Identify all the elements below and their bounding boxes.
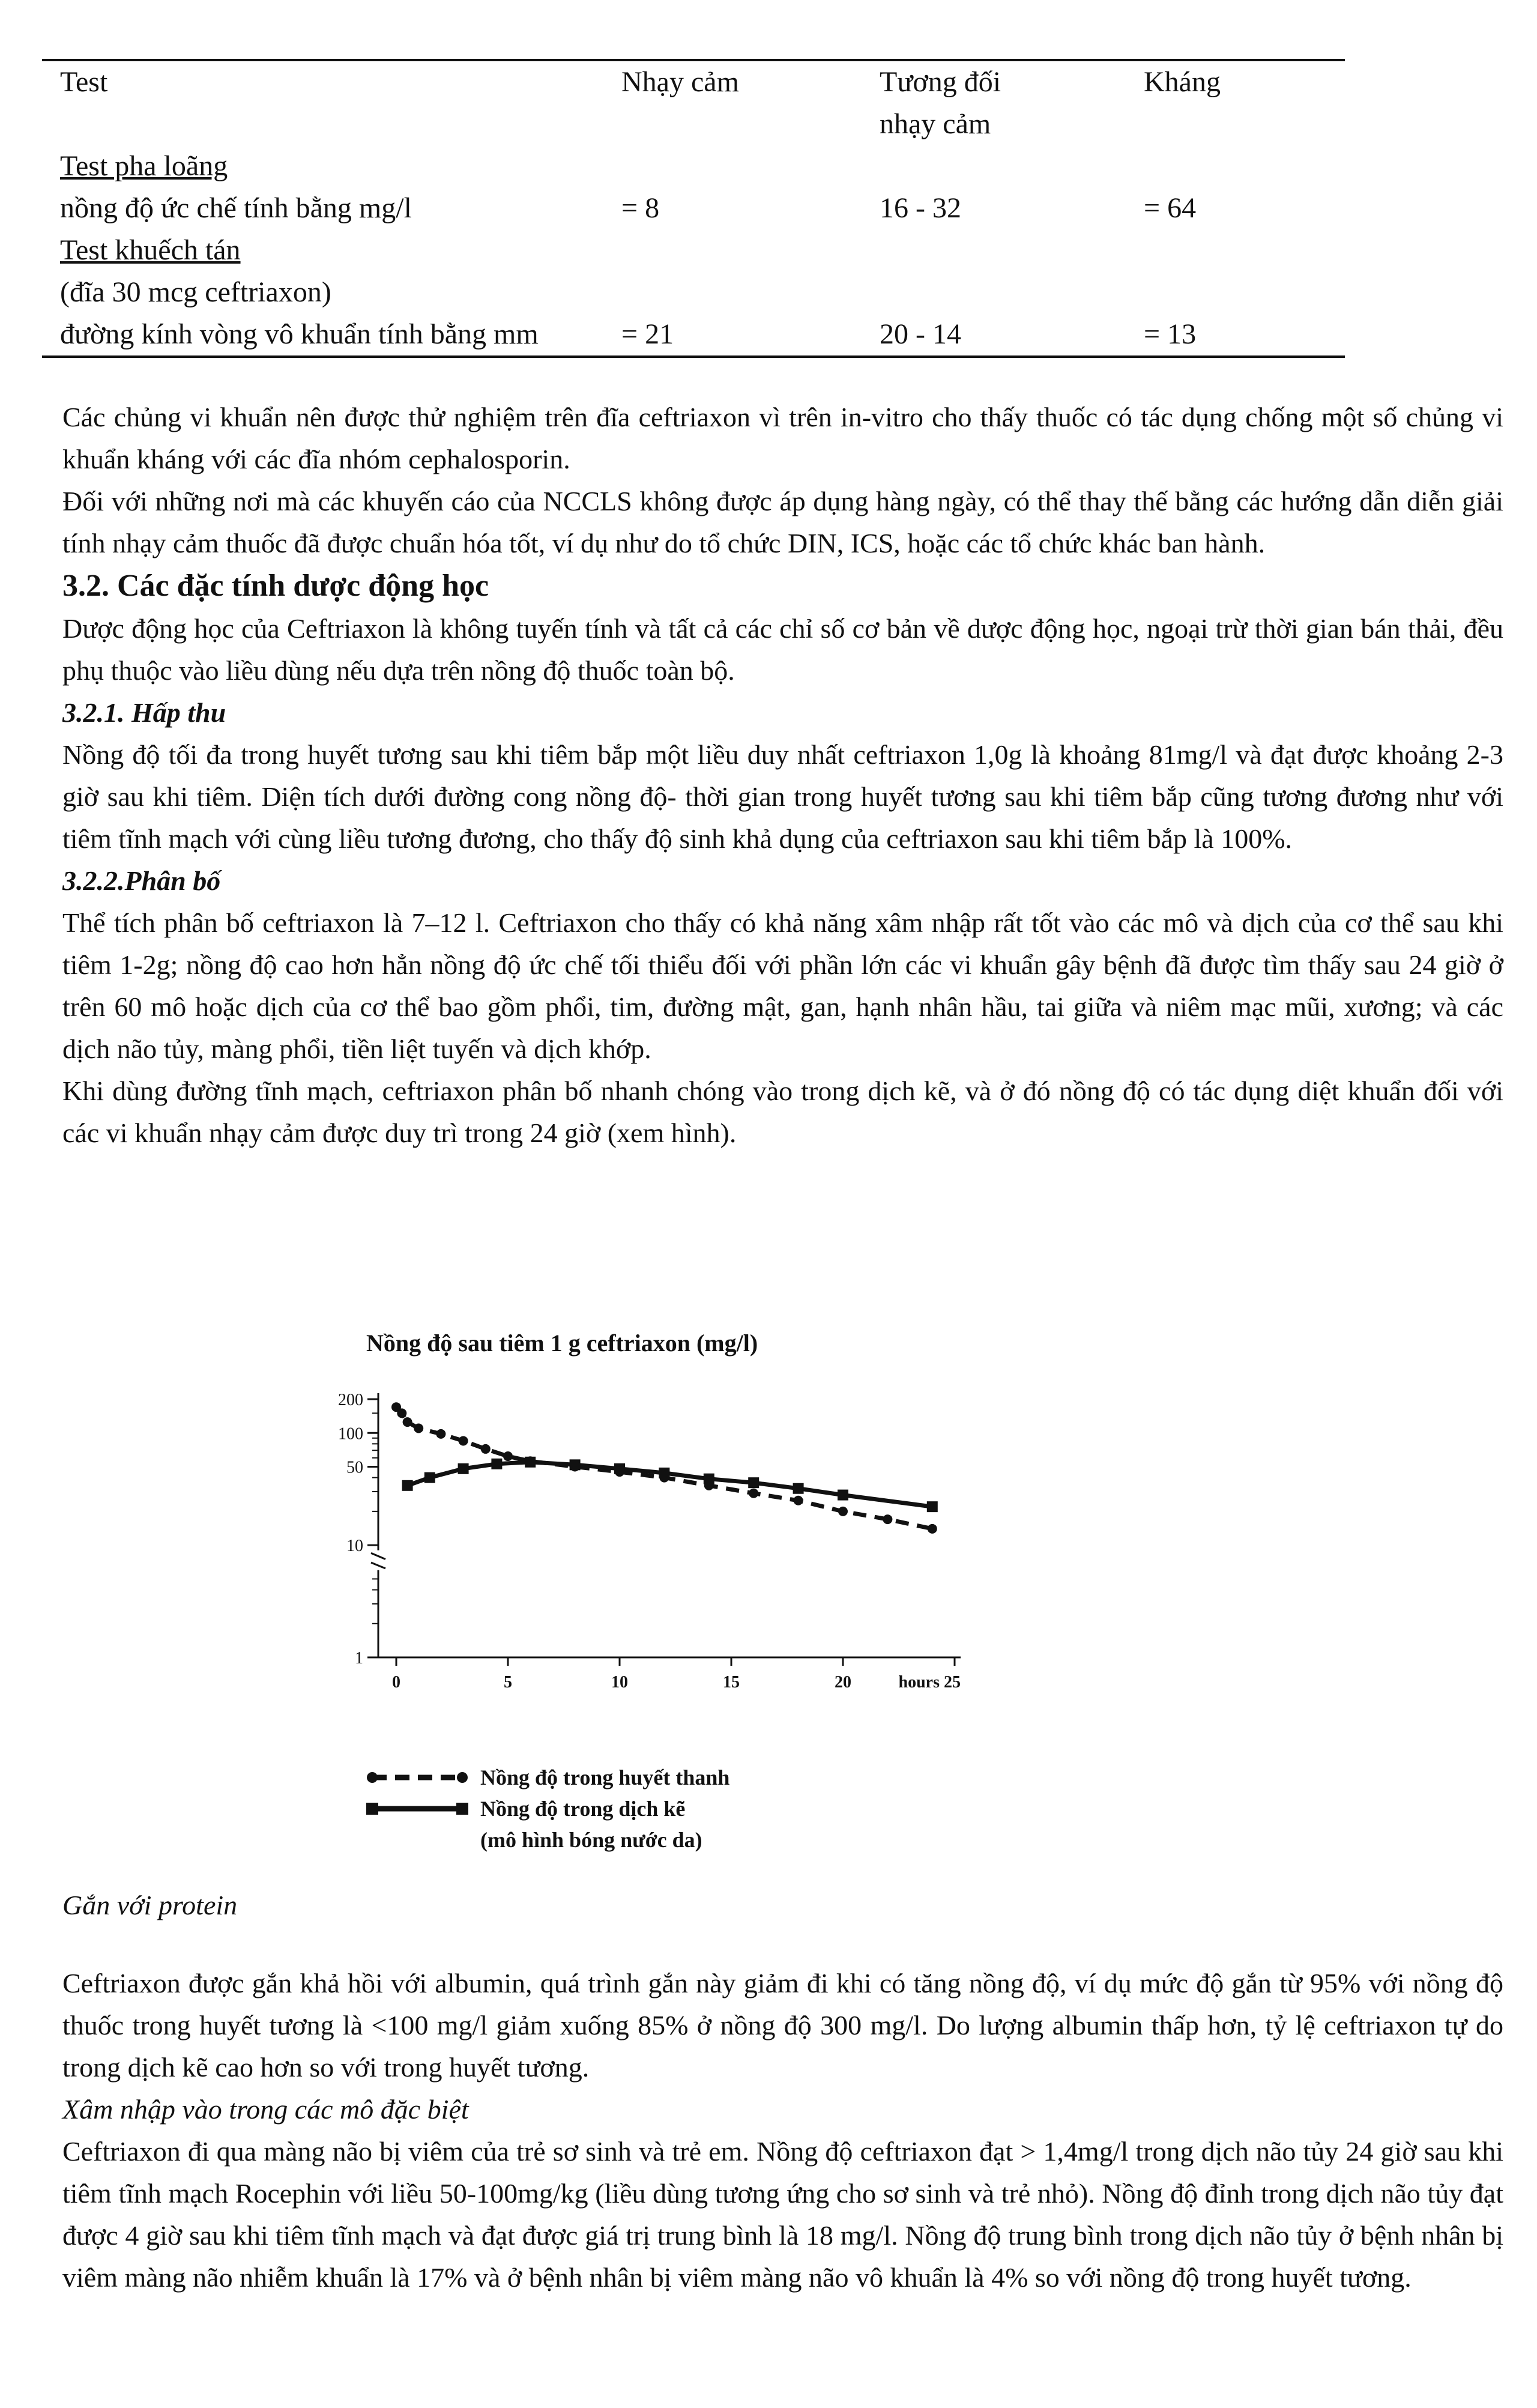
paragraph: Ceftriaxon được gắn khả hồi với albumin, quá trình gắn này giảm đi khi có tăng nồng độ, ví dụ mức độ gắn từ 95% với nồng độ thuốc trong huyết tương là <100 mg/l giảm xuống 85% ở nồng độ 300 mg/l. Do lượng albumin thấp hơn, tỷ lệ ceftriaxon tự do trong dịch kẽ cao hơn so với trong huyết tương. xyxy=(62,1968,1503,2083)
text-section-bottom xyxy=(62,1884,1503,2299)
cell-resistant: = 64 xyxy=(1144,192,1197,224)
table-row xyxy=(42,229,1345,271)
data-point xyxy=(436,1429,445,1439)
chart-svg xyxy=(336,1321,1033,1886)
paragraph: Nồng độ tối đa trong huyết tương sau khi tiêm bắp một liều duy nhất ceftriaxon 1,0g là khoảng 81mg/l và đạt được khoảng 2-3 giờ sau khi tiêm. Diện tích dưới đường cong nồng độ- thời gian trong huyết tương sau khi tiêm bắp cũng tương đương như với tiêm tĩnh mạch với cùng liều tương đương, cho thấy độ sinh khả dụng của ceftriaxon sau khi tiêm bắp là 100%. xyxy=(62,739,1503,854)
legend-label: (mô hình bóng nước da) xyxy=(480,1828,702,1852)
paragraph: Đối với những nơi mà các khuyến cáo của NCCLS không được áp dụng hàng ngày, có thể thay thế bằng các hướng dẫn diễn giải tính nhạy cảm thuốc đã được chuẩn hóa tốt, ví dụ như do tổ chức DIN, ICS, hoặc các tổ chức khác ban hành. xyxy=(62,486,1503,558)
data-point xyxy=(838,1507,848,1516)
data-point xyxy=(748,1477,759,1488)
data-point xyxy=(928,1524,937,1534)
header-resistant: Kháng xyxy=(1144,66,1221,98)
data-point xyxy=(794,1496,803,1505)
x-tick-label: 15 xyxy=(723,1673,740,1692)
chart-legend xyxy=(366,1765,729,1852)
series-line xyxy=(408,1462,932,1507)
data-point xyxy=(614,1463,625,1474)
x-tick-label: 0 xyxy=(392,1673,400,1692)
data-point xyxy=(749,1489,758,1498)
row-label: nồng độ ức chế tính bằng mg/l xyxy=(60,192,412,224)
y-tick-label: 100 xyxy=(338,1424,363,1444)
paragraph: Thể tích phân bố ceftriaxon là 7–12 l. Ceftriaxon cho thấy có khả năng xâm nhập rất tốt vào các mô và dịch của cơ thể sau khi tiêm 1-2g; nồng độ cao hơn hẳn nồng độ ức chế tối thiểu đối với phần lớn các vi khuẩn gây bệnh đã được tìm thấy sau 24 giờ ở trên 60 mô hoặc dịch của cơ thể bao gồm phổi, tim, đường mật, gan, hạnh nhân hầu, tai giữa và niêm mạc mũi, xương; và các dịch não tủy, màng phổi, tiền liệt tuyến và dịch khớp. xyxy=(62,907,1503,1064)
table-row xyxy=(42,187,1345,229)
subheading-protein-binding: Gắn với protein xyxy=(62,1890,238,1920)
y-tick-label: 10 xyxy=(346,1537,363,1556)
chart-series-group xyxy=(391,1402,938,1534)
x-tick-label: hours 25 xyxy=(898,1673,961,1692)
data-point xyxy=(838,1490,848,1501)
data-point xyxy=(491,1459,502,1469)
subsection-heading-distribution: 3.2.2.Phân bố xyxy=(62,865,221,896)
data-point xyxy=(459,1436,468,1445)
data-point xyxy=(414,1424,423,1433)
chart-axes xyxy=(338,1391,961,1692)
data-point xyxy=(481,1444,491,1454)
data-point xyxy=(883,1514,892,1524)
data-point xyxy=(570,1459,581,1470)
data-point xyxy=(525,1457,536,1468)
header-susceptible: Nhạy cảm xyxy=(621,66,739,98)
legend-label: Nồng độ trong huyết thanh xyxy=(480,1765,730,1789)
table-row xyxy=(42,145,1345,187)
subheading-tissue-penetration: Xâm nhập vào trong các mô đặc biệt xyxy=(62,2094,469,2125)
x-tick-label: 10 xyxy=(611,1673,628,1692)
table-header-row xyxy=(42,61,1345,145)
data-point xyxy=(704,1474,714,1484)
subsection-heading-absorption: 3.2.1. Hấp thu xyxy=(62,697,226,728)
paragraph: Các chủng vi khuẩn nên được thử nghiệm trên đĩa ceftriaxon vì trên in-vitro cho thấy thuốc có tác dụng chống một số chủng vi khuẩn kháng với các đĩa nhóm cephalosporin. xyxy=(62,402,1503,474)
susceptibility-table xyxy=(42,59,1345,358)
x-tick-label: 5 xyxy=(504,1673,512,1692)
data-point xyxy=(402,1480,413,1491)
axis-break-mark xyxy=(371,1553,385,1569)
cell-susceptible: = 21 xyxy=(621,318,674,350)
cell-intermediate: 16 - 32 xyxy=(880,192,961,224)
data-point xyxy=(397,1408,406,1418)
concentration-chart xyxy=(336,1321,1033,1886)
data-point xyxy=(793,1483,804,1494)
table-row xyxy=(42,271,1345,313)
header-test: Test xyxy=(60,66,108,98)
y-tick-label: 200 xyxy=(338,1391,363,1409)
legend-label: Nồng độ trong dịch kẽ xyxy=(480,1797,686,1821)
spacer xyxy=(62,1926,1503,1962)
cell-susceptible: = 8 xyxy=(621,192,660,224)
y-tick-label: 1 xyxy=(355,1649,363,1668)
cell-resistant: = 13 xyxy=(1144,318,1197,350)
data-point xyxy=(403,1417,412,1427)
x-tick-label: 20 xyxy=(835,1673,851,1692)
section-heading-pharmacokinetics: 3.2. Các đặc tính dược động học xyxy=(62,569,489,603)
data-point xyxy=(458,1463,469,1474)
y-tick-label: 50 xyxy=(346,1458,363,1477)
data-point xyxy=(659,1468,669,1478)
table-row xyxy=(42,313,1345,355)
legend-marker xyxy=(456,1803,468,1815)
cell-intermediate: 20 - 14 xyxy=(880,318,961,350)
row-label: Test khuếch tán xyxy=(60,234,241,266)
paragraph: Dược động học của Ceftriaxon là không tuyến tính và tất cả các chỉ số cơ bản về dược động học, ngoại trừ thời gian bán thải, đều phụ thuộc vào liều dùng nếu dựa trên nồng độ thuốc toàn bộ. xyxy=(62,613,1503,686)
paragraph: Khi dùng đường tĩnh mạch, ceftriaxon phân bố nhanh chóng vào trong dịch kẽ, và ở đó nồng độ có tác dụng diệt khuẩn đối với các vi khuẩn nhạy cảm được duy trì trong 24 giờ (xem hình). xyxy=(62,1075,1503,1148)
text-section-top xyxy=(62,396,1503,1154)
data-point xyxy=(503,1451,513,1461)
header-intermediate: Tương đối nhạy cảm xyxy=(880,66,1001,140)
chart-title: Nồng độ sau tiêm 1 g ceftriaxon (mg/l) xyxy=(366,1330,758,1357)
legend-marker xyxy=(457,1772,468,1783)
row-label: đường kính vòng vô khuẩn tính bằng mm xyxy=(60,318,539,350)
legend-marker xyxy=(366,1803,378,1815)
paragraph: Ceftriaxon đi qua màng não bị viêm của trẻ sơ sinh và trẻ em. Nồng độ ceftriaxon đạt > 1,4mg/l trong dịch não tủy 24 giờ sau khi tiêm tĩnh mạch Rocephin với liều 50-100mg/kg (liều dùng tương ứng cho sơ sinh và trẻ nhỏ). Nồng độ đỉnh trong dịch não tủy đạt được 4 giờ sau khi tiêm tĩnh mạch và đạt được giá trị trung bình là 18 mg/l. Nồng độ trung bình trong dịch não tủy ở bệnh nhân bị viêm màng não nhiễm khuẩn là 17% và ở bệnh nhân bị viêm màng não vô khuẩn là 4% so với nồng độ trong huyết tương. xyxy=(62,2136,1503,2293)
legend-marker xyxy=(367,1772,378,1783)
data-point xyxy=(424,1472,435,1483)
row-label: Test pha loãng xyxy=(60,150,228,182)
row-label: (đĩa 30 mcg ceftriaxon) xyxy=(60,276,331,308)
data-point xyxy=(927,1501,938,1512)
